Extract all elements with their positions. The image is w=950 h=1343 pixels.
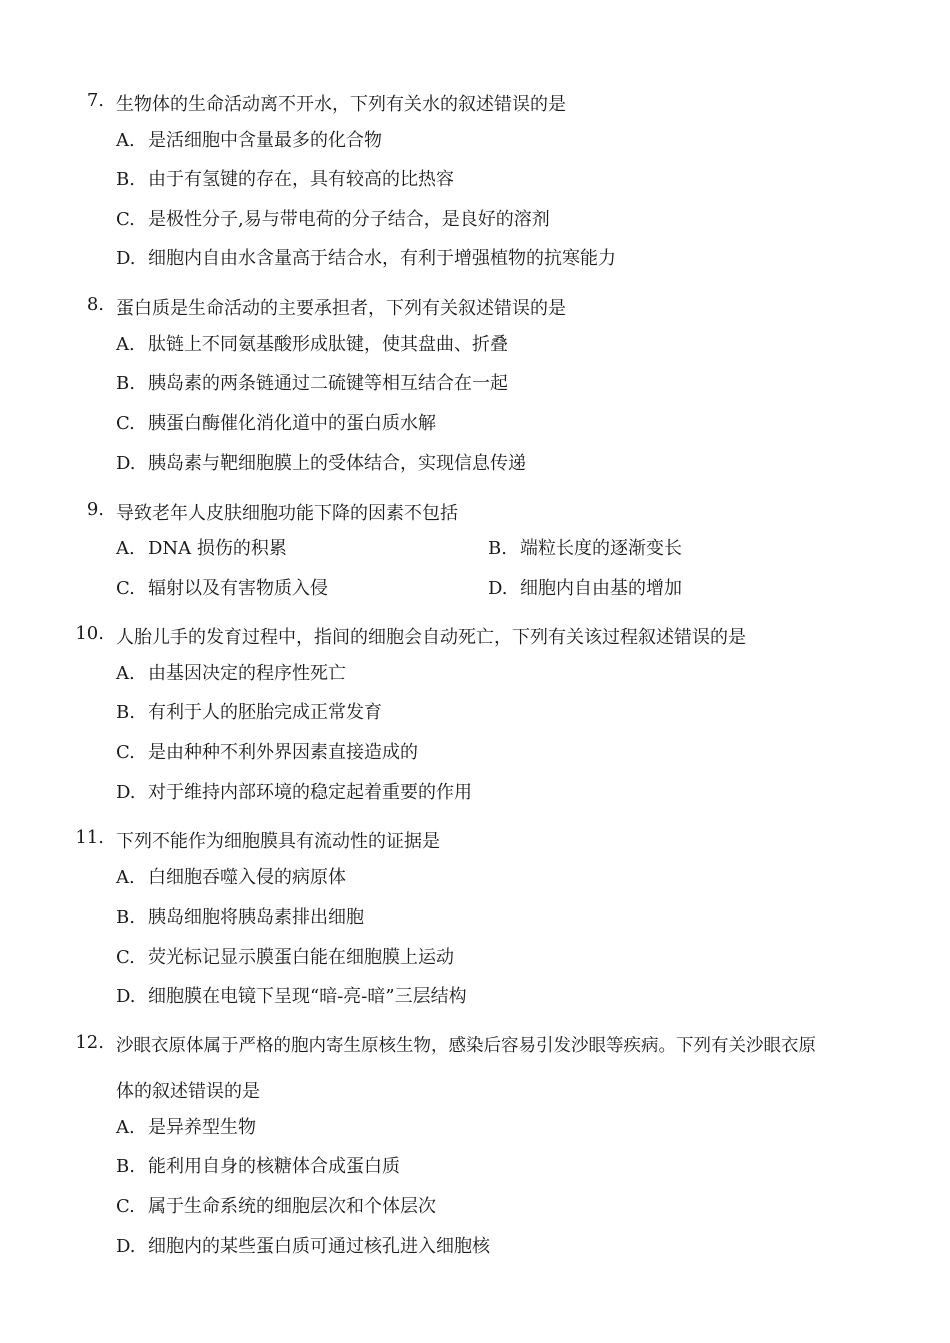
option-c: C. 辐射以及有害物质入侵: [116, 578, 328, 599]
option-a: A. 白细胞吞噬入侵的病原体: [116, 867, 346, 888]
option-b: B. 能利用自身的核糖体合成蛋白质: [116, 1156, 400, 1177]
option-d: D. 细胞内的某些蛋白质可通过核孔进入细胞核: [116, 1236, 490, 1257]
question-stem: 生物体的生命活动离不开水，下列有关水的叙述错误的是: [116, 94, 566, 115]
option-b: B. 端粒长度的逐渐变长: [488, 538, 682, 559]
option-a: A. 是异养型生物: [116, 1117, 256, 1138]
question-number: 10.: [75, 623, 104, 644]
question-stem: 下列不能作为细胞膜具有流动性的证据是: [116, 831, 440, 852]
option-d: D. 细胞内自由水含量高于结合水，有利于增强植物的抗寒能力: [116, 248, 616, 269]
option-b: B. 胰岛素的两条链通过二硫键等相互结合在一起: [116, 373, 508, 394]
option-a: A. DNA 损伤的积累: [116, 538, 287, 559]
question-stem-continued: 体的叙述错误的是: [116, 1081, 260, 1102]
question-number: 7.: [86, 90, 104, 111]
option-c: C. 属于生命系统的细胞层次和个体层次: [116, 1196, 436, 1217]
option-c: C. 是极性分子,易与带电荷的分子结合，是良好的溶剂: [116, 209, 550, 230]
option-d: D. 胰岛素与靶细胞膜上的受体结合，实现信息传递: [116, 453, 526, 474]
question-number: 11.: [75, 827, 104, 848]
option-d: D. 对于维持内部环境的稳定起着重要的作用: [116, 782, 472, 803]
option-c: C. 胰蛋白酶催化消化道中的蛋白质水解: [116, 413, 436, 434]
option-a: A. 是活细胞中含量最多的化合物: [116, 130, 382, 151]
option-b: B. 有利于人的胚胎完成正常发育: [116, 702, 382, 723]
question-number: 9.: [86, 499, 104, 520]
question-stem: 蛋白质是生命活动的主要承担者，下列有关叙述错误的是: [116, 298, 566, 319]
question-stem: 沙眼衣原体属于严格的胞内寄生原核生物，感染后容易引发沙眼等疾病。下列有关沙眼衣原: [116, 1036, 816, 1056]
question-stem: 导致老年人皮肤细胞功能下降的因素不包括: [116, 503, 458, 524]
question-number: 12.: [75, 1032, 104, 1053]
option-d: D. 细胞膜在电镜下呈现“暗-亮-暗”三层结构: [116, 986, 467, 1007]
option-b: B. 由于有氢键的存在，具有较高的比热容: [116, 169, 454, 190]
question-number: 8.: [86, 294, 104, 315]
option-a: A. 由基因决定的程序性死亡: [116, 663, 346, 684]
option-c: C. 是由种种不利外界因素直接造成的: [116, 742, 418, 763]
question-stem: 人胎儿手的发育过程中，指间的细胞会自动死亡，下列有关该过程叙述错误的是: [116, 627, 746, 648]
option-b: B. 胰岛细胞将胰岛素排出细胞: [116, 907, 364, 928]
option-c: C. 荧光标记显示膜蛋白能在细胞膜上运动: [116, 947, 454, 968]
option-d: D. 细胞内自由基的增加: [488, 578, 682, 599]
option-a: A. 肽链上不同氨基酸形成肽键，使其盘曲、折叠: [116, 334, 508, 355]
